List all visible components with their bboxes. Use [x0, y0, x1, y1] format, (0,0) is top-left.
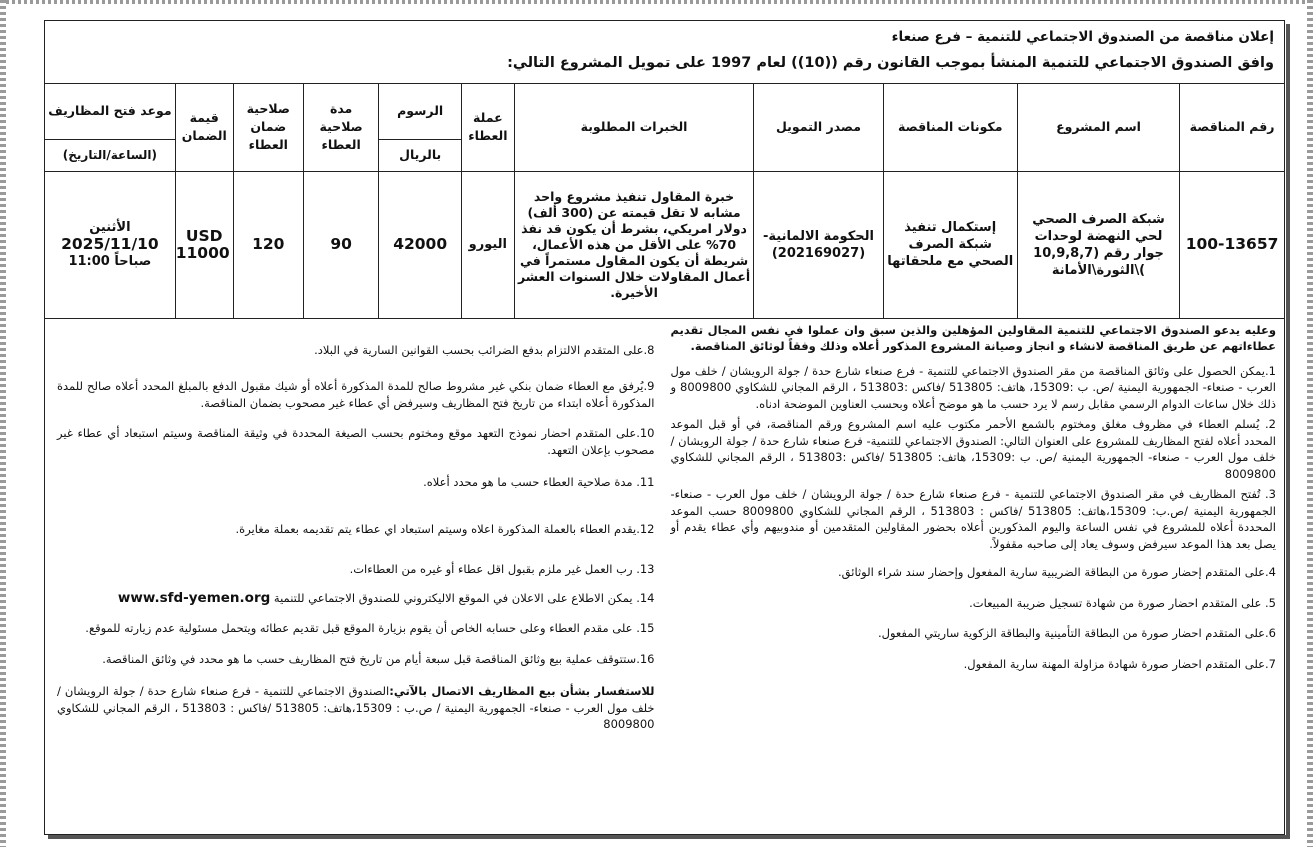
th-funding: مصدر التمويل — [754, 84, 883, 171]
item-6: 6.على المتقدم احضار صورة من البطاقة التأمينية والبطاقة الزكوية ساريتي المفعول. — [877, 626, 1276, 640]
announcement-header — [45, 21, 1284, 84]
cell-opening — [45, 171, 175, 318]
th-fees: الرسوم — [379, 84, 462, 139]
header-title: إعلان مناقصة من الصندوق الاجتماعي للتنمية – فرع صنعاء — [891, 29, 1274, 45]
cell-funding: الحكومة الالمانية- (202169027) — [754, 171, 883, 318]
item-14 — [57, 590, 655, 607]
opening-date: 2025/11/10 — [61, 235, 159, 253]
item-14-text: 14. يمكن الاطلاع على الاعلان في الموقع الاليكتروني للصندوق الاجتماعي للتنمية — [273, 590, 655, 605]
cell-components: إستكمال تنفيذ شبكة الصرف الصحي مع ملحقاتها — [883, 171, 1017, 318]
item-4: 4.على المتقدم إحضار صورة من البطاقة الضريبية سارية المفعول وإحضار سند شراء الوثائق. — [838, 565, 1276, 579]
intro-paragraph: وعليه يدعو الصندوق الاجتماعي للتنمية المقاولين المؤهلين والذين سبق وان عملوا في نفس المجال تقديم عطاءاتهم عن طريق المناقصة لانشاء و انجاز وصيانة المشروع المذكور أعلاه وذلك وفقاً لوثائق المناقصة. — [670, 322, 1276, 353]
conditions-section — [45, 319, 1284, 826]
cell-currency: اليورو — [462, 171, 515, 318]
th-currency: عملة العطاء — [462, 84, 515, 171]
tender-announcement — [44, 20, 1285, 835]
item-12: 12.يقدم العطاء بالعملة المذكورة اعلاه وسيتم استبعاد اي عطاء يتم تقديمه بعملة مغايرة. — [235, 521, 655, 536]
item-2: 2. يُسلم العطاء في مظروف مغلق ومختوم بالشمع الأحمر مكتوب عليه اسم المشروع ورقم المناقصة، في أو قبل الموعد المحدد أعلاه لفتح المظاريف للمشروع على العنوان التالي: الصندوق الاجتماعي للتنمية- فرع صنعاء شارع حدة / جولة الرويشان / خلف مول العرب - صنعاء- الجمهورية اليمنية /ص. ب :15309، هاتف: 513805 /فاكس :513803 ، الرقم المجاني للشكاوي 8009800 — [670, 417, 1276, 481]
guarantee-amount: 11000 — [175, 243, 230, 262]
item-7: 7.على المتقدم احضار صورة شهادة مزاولة المهنة سارية المفعول. — [963, 656, 1276, 671]
item-11: 11. مدة صلاحية العطاء حسب ما هو محدد أعلاه. — [423, 475, 655, 489]
opening-day: الأثنين — [89, 220, 131, 235]
header-subtitle: وافق الصندوق الاجتماعي للتنمية المنشأ بموجب القانون رقم ((10)) لعام 1997 على تمويل المشروع التالي: — [507, 55, 1274, 71]
cell-guarantee-value — [175, 171, 233, 318]
item-1: 1.يمكن الحصول على وثائق المناقصة من مقر الصندوق الاجتماعي للتنمية - فرع صنعاء شارع حدة / جولة الرويشان / خلف مول العرب - صنعاء- الجمهورية اليمنية /ص. ب :15309، هاتف: 513805 /فاكس :513803 ، الرقم المجاني للشكاوي 8009800 و ذلك خلال ساعات الدوام الرسمي مقابل رسم لا يرد حسب ما هو موضح أعلاه وبحسب العناوين الموضحة ادناه. — [670, 363, 1276, 411]
top-dashed-edge — [0, 0, 1313, 4]
item-10: 10.على المتقدم احضار نموذج التعهد موقع ومختوم بحسب الصيغة المحددة في وثيقة المناقصة وسيتم استبعاد أي عطاء غير مصحوب بإعلان التعهد. — [57, 426, 655, 457]
item-5: 5. على المتقدم احضار صورة من شهادة تسجيل ضريبة المبيعات. — [969, 595, 1276, 610]
th-opening: موعد فتح المظاريف — [45, 84, 175, 139]
contact-text: الصندوق الاجتماعي للتنمية - فرع صنعاء شارع حدة / جولة الرويشان / خلف مول العرب - صنعاء- الجمهورية اليمنية / ص.ب : 15309،هاتف: 513805 /فاكس : 513803 ، الرقم المجاني للشكاوي 8009800 — [57, 684, 655, 731]
website-link[interactable]: www.sfd-yemen.org — [117, 589, 271, 606]
conditions-left-column — [45, 319, 665, 826]
cell-guarantee-validity: 120 — [233, 171, 303, 318]
th-guarantee-validity: صلاحية ضمان العطاء — [233, 84, 303, 171]
left-dashed-edge — [0, 0, 6, 847]
th-experience: الخبرات المطلوبة — [514, 84, 754, 171]
item-16: 16.ستتوقف عملية بيع وثائق المناقصة قبل سبعة أيام من تاريخ فتح المظاريف حسب ما هو محدد في وثائق المناقصة. — [102, 651, 655, 666]
th-tender-no: رقم المناقصة — [1180, 84, 1284, 171]
frame-shadow-right — [1286, 24, 1290, 838]
table-header-row — [45, 84, 1284, 139]
item-9: 9.يُرفق مع العطاء ضمان بنكي غير مشروط صالح للمدة المذكورة أعلاه أو شيك مقبول الدفع بالمبلغ المحدد أعلاه صالح للمدة المذكورة أعلاه ابتداء من تاريخ فتح المظاريف وسيرفض أي عطاء غير مصحوب بضمان المناقصة. — [57, 379, 655, 410]
th-project-name: اسم المشروع — [1017, 84, 1179, 171]
tender-table — [45, 84, 1284, 319]
item-8: 8.على المتقدم الالتزام بدفع الضرائب بحسب القوانين السارية في البلاد. — [314, 342, 655, 357]
contact-paragraph — [57, 683, 655, 733]
th-guarantee-value: قيمة الضمان — [175, 84, 233, 171]
frame-shadow-bottom — [48, 835, 1290, 839]
item-15: 15. على مقدم العطاء وعلى حسابه الخاص أن يقوم بزيارة الموقع قبل تقديم عطائه ويتحمل مسئولية عدم زيارته للموقع. — [85, 621, 655, 635]
cell-validity: 90 — [303, 171, 378, 318]
table-row — [45, 171, 1284, 318]
cell-experience: خبرة المقاول تنفيذ مشروع واحد مشابه لا تقل قيمته عن (300 ألف) دولار امريكي، بشرط أن يكون قد نفذ 70% على الأقل من هذه الأعمال، شريطة أن يكون المقاول مستمراً في أعمال المقاولات خلال السنوات العشر الأخيرة. — [514, 171, 754, 318]
cell-tender-no: 100-13657 — [1180, 171, 1284, 318]
item-3: 3. تُفتح المظاريف في مقر الصندوق الاجتماعي للتنمية - فرع صنعاء شارع حدة / جولة الرويشان / خلف مول العرب - صنعاء- الجمهورية اليمنية /ص.ب: 15309،هاتف: 513805 /فاكس : 513803 ، الرقم المجاني للشكاوي 8009800 حسب الموعد المحددة أعلاه للمشروع في نفس الساعة واليوم المذكورين أعلاه بحضور المقاولين المتقدمين أو مندوبيهم وأي عطاء يقدم أو يصل بعد هذا الموعد سيرفض وسوف يعاد إلى صاحبه مقفولاً. — [670, 487, 1276, 551]
guarantee-currency: USD — [185, 226, 223, 245]
th-components: مكونات المناقصة — [883, 84, 1017, 171]
opening-time: صباحاً 11:00 — [68, 254, 152, 269]
item-13: 13. رب العمل غير ملزم بقبول اقل عطاء أو غيره من العطاءات. — [349, 562, 655, 576]
right-dashed-edge — [1307, 0, 1313, 847]
contact-label: للاستفسار بشأن بيع المظاريف الاتصال بالآتي: — [389, 684, 655, 698]
conditions-right-column — [665, 319, 1285, 826]
cell-project-name: شبكة الصرف الصحي لحي النهضة لوحدات جوار رقم (10,9,8,7 )\الثورة\الأمانة — [1017, 171, 1179, 318]
cell-fees: 42000 — [379, 171, 462, 318]
th-fees-unit: بالريال — [379, 139, 462, 171]
th-opening-unit: (الساعة/التاريخ) — [45, 139, 175, 171]
th-validity: مدة صلاحية العطاء — [303, 84, 378, 171]
